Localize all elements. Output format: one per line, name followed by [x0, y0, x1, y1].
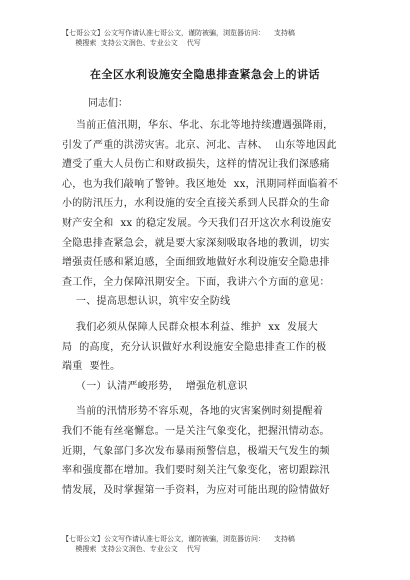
body-line: 局 的高度，充分认识做好水利设施安全隐患排查工作的极	[62, 341, 327, 353]
page-footer	[62, 534, 362, 554]
section-heading: 一、提高思想认识，筑牢安全防线	[62, 296, 231, 308]
body-line: 小的防汛压力，水利设施的安全直接关系到人民群众的生命	[62, 198, 330, 210]
salutation: 同志们：	[88, 98, 128, 109]
body-line: 增强责任感和紧迫感，全面细致地做好水利设施安全隐患排	[62, 257, 330, 269]
body-line: 当前正值汛期，华东、华北、东北等地持续遭遇强降雨，	[62, 120, 334, 131]
body-line: 情发展，及时掌握第一手资料，为应对可能出现的险情做好	[62, 484, 330, 496]
header-line: 模搜索 支持公文润色、专业公文 代写	[62, 39, 201, 47]
document-title: 在全区水利设施安全隐患排查紧急会上的讲话	[90, 68, 320, 81]
body-line: 端重 要性。	[62, 361, 121, 373]
body-line: 查工作，全力保障汛期安全。下面，我讲六个方面的意见：	[62, 276, 330, 288]
body-line: 当前的汛情形势不容乐观，各地的灾害案例时刻提醒着	[62, 406, 324, 418]
footer-line: 【七哥公文】公文写作请认准七哥公文，谨防被骗，浏览器访问： 支持稿	[62, 535, 295, 543]
body-line: 我们不能有丝毫懈怠。一是关注气象变化，把握汛情动态。	[62, 425, 330, 437]
body-line: 财产安全和 xx 的稳定发展。今天我们召开这次水利设施安	[62, 217, 332, 229]
page-header	[62, 28, 362, 48]
body-line: 近期，气象部门多次发布暴雨预警信息，极端天气发生的频	[62, 445, 330, 457]
subsection-heading: （一）认清严峻形势， 增强危机意识	[62, 380, 248, 392]
body-line: 引发了严重的洪涝灾害。北京、河北、吉林、 山东等地因此	[62, 139, 337, 151]
body-line: 率和强度都在增加。我们要时刻关注气象变化，密切跟踪汛	[62, 465, 330, 477]
document-body	[62, 116, 358, 500]
body-line: 心，也为我们敲响了警钟。我区地处 xx，汛期同样面临着不	[62, 178, 339, 190]
header-line: 【七哥公文】公文写作请认准七哥公文，谨防被骗，浏览器访问： 支持稿	[62, 29, 295, 37]
body-line: 全隐患排查紧急会，就是要大家深刻吸取各地的教训，切实	[62, 237, 330, 249]
body-line: 遭受了重大人员伤亡和财政损失，这样的情况让我们深感痛	[62, 159, 330, 171]
body-line: 我们必须从保障人民群众根本利益、维护 xx 发展大	[62, 321, 319, 333]
footer-line: 模搜索 支持公文润色、专业公文 代写	[62, 545, 201, 553]
